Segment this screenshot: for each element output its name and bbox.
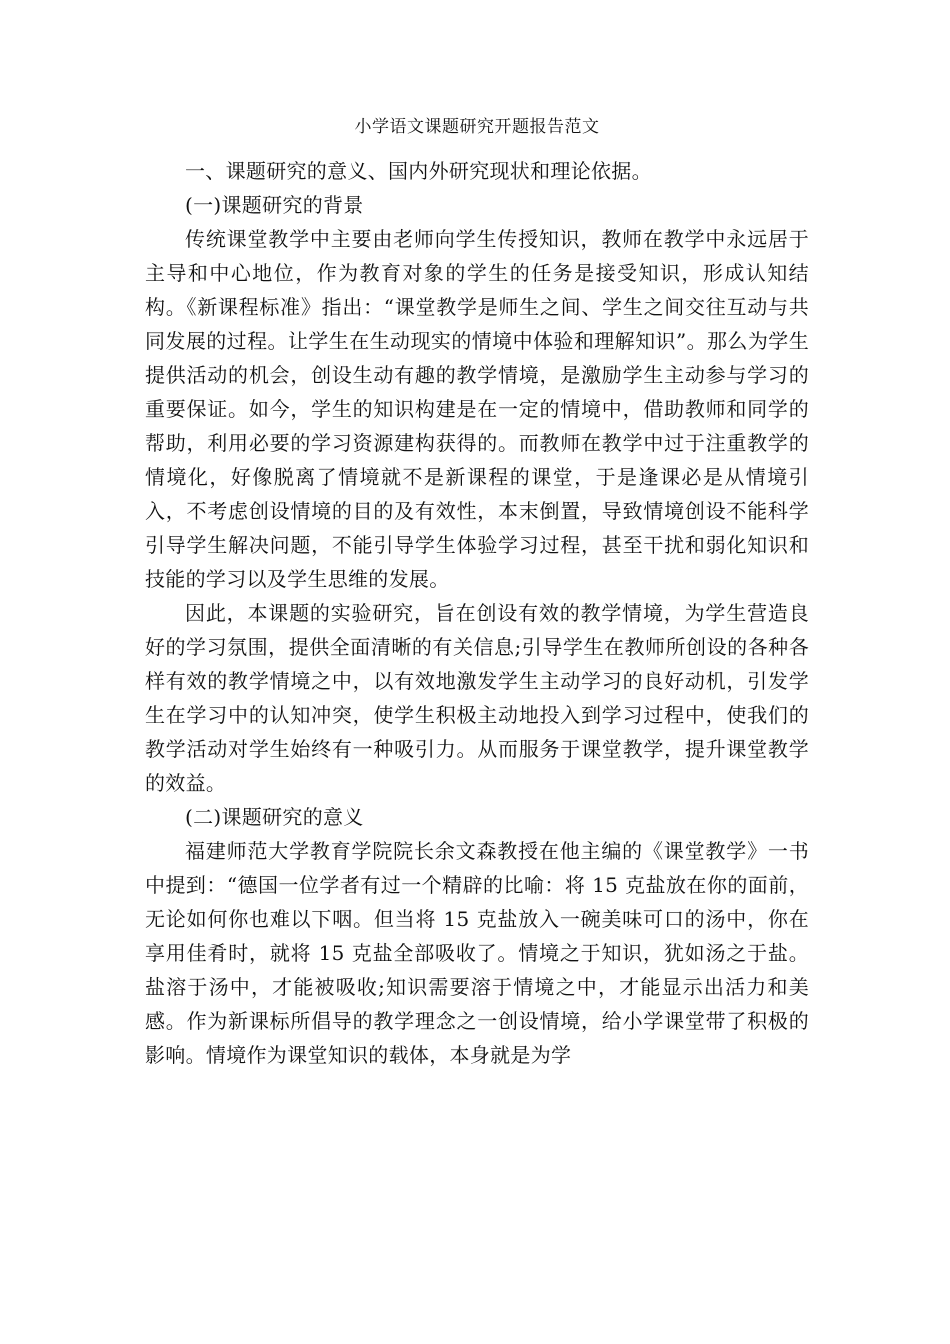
subsection-heading-significance: (二)课题研究的意义: [185, 805, 364, 829]
paragraph-purpose: 因此，本课题的实验研究，旨在创设有效的教学情境，为学生营造良好的学习氛围，提供全面清晰的有关信息;引导学生在教师所创设的各种各样有效的教学情境之中，以有效地激发学生主动学习的良好动机，引发学生在学习中的认知冲突，使学生积极主动地投入到学习过程中，使我们的教学活动对学生始终有一种吸引力。从而服务于课堂教学，提升课堂教学的效益。: [145, 601, 809, 795]
section-heading-1: 一、课题研究的意义、国内外研究现状和理论依据。: [185, 159, 652, 183]
document-body: [145, 112, 809, 1072]
paragraph-significance: 福建师范大学教育学院院长余文森教授在他主编的《课堂教学》一书中提到：“德国一位学者有过一个精辟的比喻：将 15 克盐放在你的面前，无论如何你也难以下咽。但当将 15 克盐放入一碗美味可口的汤中，你在享用佳肴时，就将 15 克盐全部吸收了。情境之于知识，犹如汤之于盐。盐溶于汤中，才能被吸收;知识需要溶于情境之中，才能显示出活力和美感。作为新课标所倡导的教学理念之一创设情境，给小学课堂带了积极的影响。情境作为课堂知识的载体，本身就是为学: [145, 839, 809, 1067]
document-title: 小学语文课题研究开题报告范文: [354, 117, 600, 137]
paragraph-background: 传统课堂教学中主要由老师向学生传授知识，教师在教学中永远居于主导和中心地位，作为教育对象的学生的任务是接受知识，形成认知结构。《新课程标准》指出：“课堂教学是师生之间、学生之间交往互动与共同发展的过程。让学生在生动现实的情境中体验和理解知识”。那么为学生提供活动的机会，创设生动有趣的教学情境，是激励学生主动参与学习的重要保证。如今，学生的知识构建是在一定的情境中，借助教师和同学的帮助，利用必要的学习资源建构获得的。而教师在教学中过于注重教学的情境化，好像脱离了情境就不是新课程的课堂，于是逢课必是从情境引入，不考虑创设情境的目的及有效性，本末倒置，导致情境创设不能科学引导学生解决问题，不能引导学生体验学习过程，甚至干扰和弱化知识和技能的学习以及学生思维的发展。: [145, 227, 809, 591]
subsection-heading-background: (一)课题研究的背景: [185, 193, 364, 217]
